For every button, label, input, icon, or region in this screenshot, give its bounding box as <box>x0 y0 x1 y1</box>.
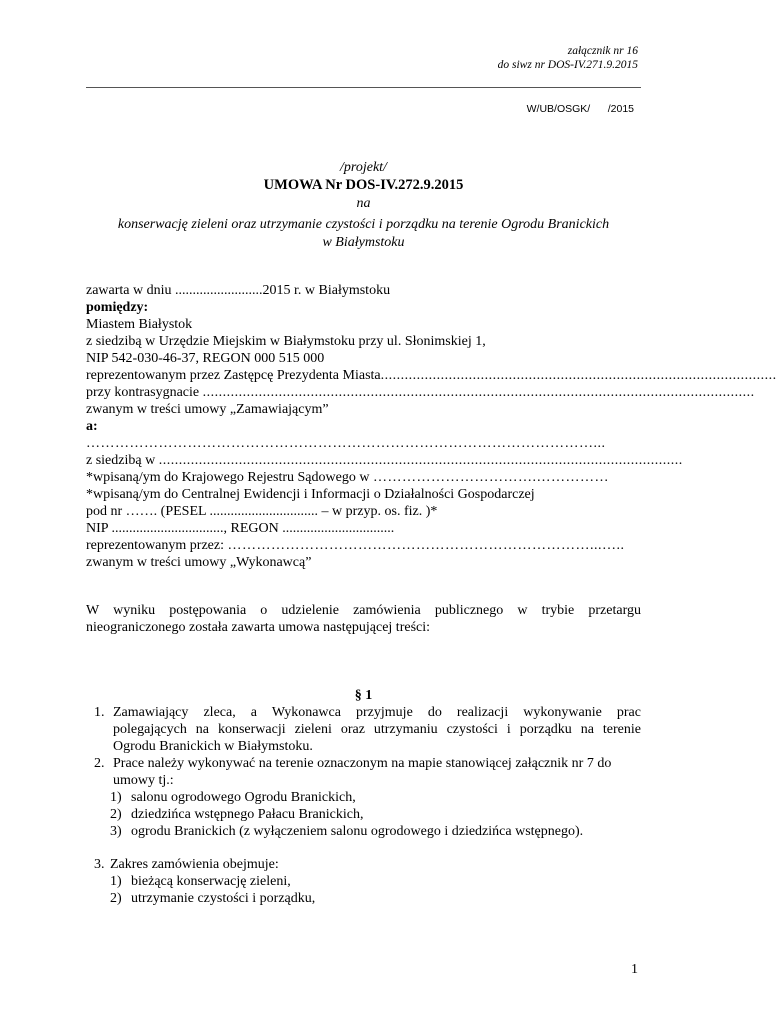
contractor-representative-blank: …………………………………………………………………...….. <box>227 538 625 553</box>
employer-representative-line <box>86 368 777 384</box>
paragraph-1-line-1: Zamawiający zleca, a Wykonawca przyjmuje do realizacji wykonywanie prac <box>113 705 641 720</box>
between-label: pomiędzy: <box>86 300 149 315</box>
paragraph-3-line-1: Zakres zamówienia obejmuje: <box>110 857 279 872</box>
paragraph-2-number: 2. <box>94 756 105 771</box>
tender-reference: do siwz nr DOS-IV.271.9.2015 <box>497 59 638 71</box>
section-1-heading: § 1 <box>354 688 373 703</box>
list-item: bieżącą konserwację zieleni, <box>131 874 291 889</box>
contractor-name-line <box>86 436 639 452</box>
countersign-blank: .......................................................................................................................................... <box>202 385 755 400</box>
list-item: dziedzińca wstępnego Pałacu Branickich, <box>131 807 364 822</box>
countersign-line <box>86 385 755 401</box>
contractor-seat-line <box>86 453 683 469</box>
contractor-representative-line <box>86 538 639 554</box>
header-divider <box>86 87 641 88</box>
page-number: 1 <box>631 962 638 977</box>
krs-blank: …………………………….…………… <box>372 470 609 485</box>
paragraph-2-line-1: Prace należy wykonywać na terenie oznaczonym na mapie stanowiącej załącznik nr 7 do <box>113 756 612 771</box>
contractor-nip-regon: NIP ................................, REGON ................................ <box>86 521 395 536</box>
employer-representative-label: reprezentowanym przez Zastępcę Prezydenta Miasta <box>86 368 381 383</box>
list-item-number: 2) <box>110 807 122 822</box>
krs-label: *wpisaną/ym do Krajowego Rejestru Sądowego w <box>86 470 373 485</box>
list-item-number: 2) <box>110 891 122 906</box>
draft-label: /projekt/ <box>340 160 387 175</box>
intro-line-2: nieograniczonego została zawarta umowa następującej treści: <box>86 620 431 635</box>
contract-reference: W/UB/OSGK/ /2015 <box>526 103 634 115</box>
attachment-note: załącznik nr 16 <box>567 45 638 57</box>
employer-designation: zwanym w treści umowy „Zamawiającym” <box>86 402 329 417</box>
list-item-number: 3) <box>110 824 122 839</box>
employer-seat: z siedzibą w Urzędzie Miejskim w Białymstoku przy ul. Słonimskiej 1, <box>86 334 486 349</box>
list-item: utrzymanie czystości i porządku, <box>131 891 316 906</box>
and-label: a: <box>86 419 98 434</box>
contract-subject-line2: w Białymstoku <box>322 235 405 250</box>
title-na: na <box>356 196 371 211</box>
paragraph-1-number: 1. <box>94 705 105 720</box>
intro-line-1: W wyniku postępowania o udzielenie zamówienia publicznego w trybie przetargu <box>86 603 641 618</box>
employer-nip-regon: NIP 542-030-46-37, REGON 000 515 000 <box>86 351 325 366</box>
list-item: ogrodu Branickich (z wyłączeniem salonu ogrodowego i dziedzińca wstępnego). <box>131 824 584 839</box>
contractor-seat-label: z siedzibą w <box>86 453 159 468</box>
paragraph-1-line-3: Ogrodu Branickich w Białymstoku. <box>113 739 313 754</box>
contractor-seat-blank: ................................................................................................................................... <box>158 453 683 468</box>
ceidg-line: *wpisaną/ym do Centralnej Ewidencji i Informacji o Działalności Gospodarczej <box>86 487 535 502</box>
employer-representative-blank: ................................................................................................... <box>380 368 777 383</box>
concluded-date-line: zawarta w dniu .........................2015 r. w Białymstoku <box>86 283 391 298</box>
employer-name: Miastem Białystok <box>86 317 193 332</box>
contractor-representative-label: reprezentowanym przez: <box>86 538 228 553</box>
contract-title: UMOWA Nr DOS-IV.272.9.2015 <box>263 177 464 193</box>
list-item: salonu ogrodowego Ogrodu Branickich, <box>131 790 356 805</box>
paragraph-1-line-2: polegających na konserwacji zieleni oraz utrzymaniu czystości i porządku na terenie <box>113 722 641 737</box>
list-item-number: 1) <box>110 874 122 889</box>
paragraph-3-number: 3. <box>94 857 105 872</box>
list-item-number: 1) <box>110 790 122 805</box>
contractor-designation: zwanym w treści umowy „Wykonawcą” <box>86 555 312 570</box>
countersign-label: przy kontrasygnacie <box>86 385 203 400</box>
paragraph-2-line-2: umowy tj.: <box>113 773 174 788</box>
contract-subject-line1: konserwację zieleni oraz utrzymanie czystości i porządku na terenie Ogrodu Branickich <box>117 217 610 232</box>
contractor-name-blank: ……………………………………………………………………………………………... <box>86 436 606 451</box>
krs-line <box>86 470 639 486</box>
registration-number-line: pod nr ……. (PESEL ............................... – w przyp. os. fiz. )* <box>86 504 438 519</box>
